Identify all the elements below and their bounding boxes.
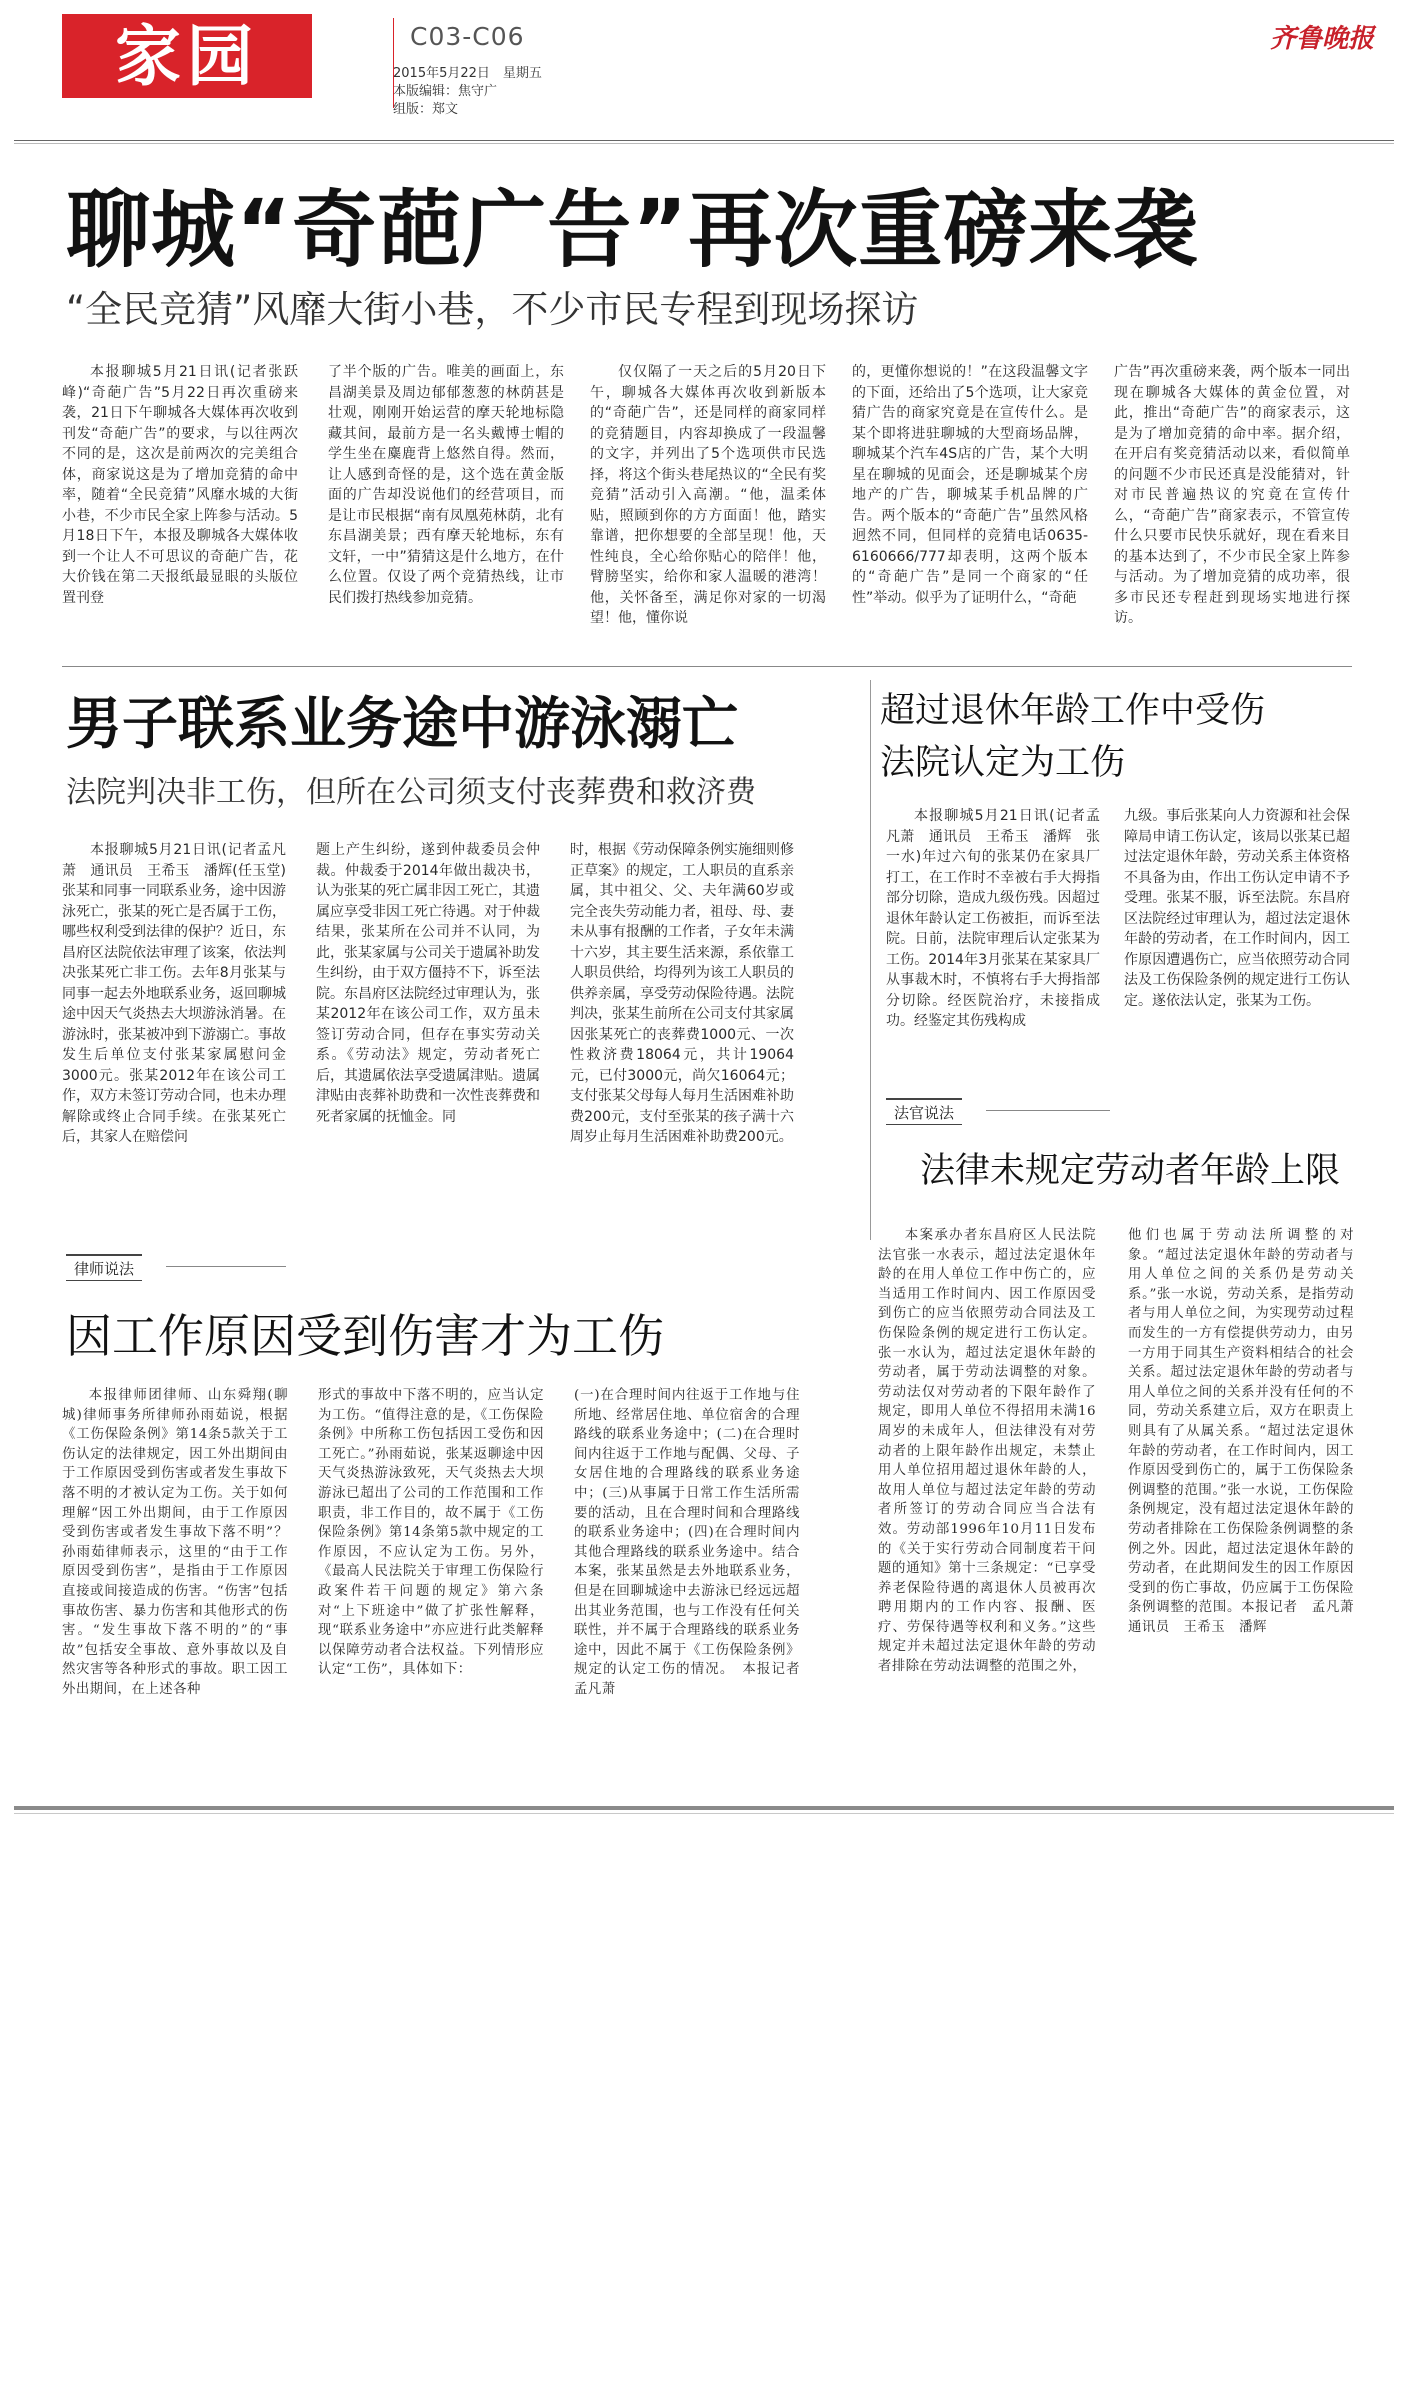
- editor-line: 本版编辑：焦守广: [393, 84, 498, 99]
- headline-work-injury: 因工作原因受到伤害才为工伤: [66, 1309, 664, 1363]
- article1-column-5: 广告”再次重磅来袭，两个版本一同出现在聊城各大媒体的黄金位置，对此，推出“奇葩广告”的商家表示，这是为了增加竞猜的命中率。据介绍，在开启有奖竞猜活动以来，看似简单的问题不少市民还真是没能猜对，针对市民普遍热议的究竟在宣传什么，“奇葩广告”商家表示，不管宣传什么只要市民快乐就好，现在看来目的基本达到了，不少市民全家上阵参与活动。为了增加竞猜的成功率，很多市民还专程赶到现场实地进行探访。: [1114, 364, 1350, 626]
- headline-swimming: 男子联系业务途中游泳溺亡: [66, 692, 738, 757]
- footer-rule: [14, 1806, 1394, 1810]
- section-masthead: 家园: [62, 14, 312, 98]
- tag-judge-rule: [986, 1110, 1110, 1111]
- article3-column-1: 本报聊城5月21日讯(记者孟凡萧 通讯员 王希玉 潘辉 张一水)年过六旬的张某仍在家具厂打工，在工作时不幸被右手大拇指部分切除，造成九级伤残。因超过退休年龄认定工伤被拒，而诉至法院。日前，法院审理后认定张某为工伤。2014年3月张某在某家具厂从事裁木时，不慎将右手大拇指部分切除。经医院治疗，未接指成功。经鉴定其伤残构成: [886, 808, 1100, 1029]
- article5-column-2: 形式的事故中下落不明的，应当认定为工伤。“值得注意的是，《工伤保险条例》中所称工伤包括因工受伤和因工死亡。”孙雨茹说，张某返聊途中因天气炎热游泳致死，天气炎热去大坝游泳已超出了公司的工作范围和工作职责，非工作目的，故不属于《工伤保险条例》第14条第5款中规定的工作原因，不应认定为工伤。另外，《最高人民法院关于审理工伤保险行政案件若干问题的规定》第六条对“上下班途中”做了扩张性解释，现“联系业务途中”亦应进行此类解释以保障劳动者合法权益。下列情形应认定“工伤”，具体如下：: [318, 1388, 544, 1678]
- header-rule: [14, 140, 1394, 141]
- article1-bottom-rule: [62, 666, 1352, 667]
- article4-column-2: 他们也属于劳动法所调整的对象。“超过法定退休年龄的劳动者与用人单位之间的关系仍是劳动关系。”张一水说，劳动关系，是指劳动者与用人单位之间，为实现劳动过程而发生的一方有偿提供劳动力，由另一方用于同其生产资料相结合的社会关系。超过法定退休年龄的劳动者与用人单位之间的关系并没有任何的不同，劳动关系建立后，双方在职责上则具有了从属关系。“超过法定退休年龄的劳动者，在工作时间内，因工作原因受到伤亡的，属于工伤保险条例调整的范围。”张一水说，工伤保险条例规定，没有超过法定退休年龄的劳动者排除在工伤保险条例调整的条例之外。因此，超过法定退休年龄的劳动者，在此期间发生的因工作原因受到的伤亡事故，仍应属于工伤保险条例调整的范围。本报记者 孟凡萧 通讯员 王希玉 潘辉: [1128, 1228, 1368, 1635]
- article2-column-3: 时，根据《劳动保障条例实施细则修正草案》的规定，工人职员的直系亲属，其中祖父、父、夫年满60岁或完全丧失劳动能力者，祖母、母、妻未从事有报酬的工作者，子女年未满十六岁，其主要生活来源，系依靠工人职员供给，均得列为该工人职员的供养亲属，享受劳动保险待遇。法院判决，张某生前所在公司支付其家属因张某死亡的丧葬费1000元、一次性救济费18064元，共计19064元，已付3000元，尚欠16064元；支付张某父母每人每月生活困难补助费200元，支付至张某的孩子满十六周岁止每月生活困难补助费200元。: [570, 842, 794, 1145]
- article3-column-2: 九级。事后张某向人力资源和社会保障局申请工伤认定，该局以张某已超过法定退休年龄，劳动关系主体资格不具备为由，作出工伤认定申请不予受理。张某不服，诉至法院。东昌府区法院经过审理认为，超过法定退休年龄的劳动者，在工作时间内，因工作原因遭遇伤亡，应当依照劳动合同法及工伤保险条例的规定进行工伤认定。遂依法认定，张某为工伤。: [1124, 808, 1350, 1009]
- article2-column-2: 题上产生纠纷，遂到仲裁委员会仲裁。仲裁委于2014年做出裁决书，认为张某的死亡属非因工死亡，其遗属应享受非因工死亡待遇。对于仲裁结果，张某所在公司并不认同，为此，张某家属与公司关于遗属补助发生纠纷，由于双方僵持不下，诉至法院。东昌府区法院经过审理认为，张某2012年在该公司工作，双方虽未签订劳动合同，但存在事实劳动关系。《劳动法》规定，劳动者死亡后，其遗属依法享受遗属津贴。遗属津贴由丧葬补助费和一次性丧葬费和死者家属的抚恤金。同: [316, 842, 540, 1125]
- headline-age-limit: 法律未规定劳动者年龄上限: [920, 1151, 1341, 1191]
- footer-rule-thin: [14, 1813, 1394, 1814]
- tag-judge-says: 法官说法: [886, 1098, 962, 1125]
- date-line: 2015年5月22日 星期五: [393, 66, 542, 81]
- column-separator: [870, 680, 871, 1240]
- tag-lawyer-rule: [166, 1266, 286, 1267]
- article1-column-3: 仅仅隔了一天之后的5月20日下午，聊城各大媒体再次收到新版本的“奇葩广告”，还是同样的商家同样的竞猜题目，内容却换成了一段温馨的文字，并列出了5个选项供市民选择，将这个街头巷尾热议的“全民有奖竞猜”活动引入高潮。“他，温柔体贴，照顾到你的方方面面！他，踏实靠谱，把你想要的全部呈现！他，天性纯良，全心给你贴心的陪伴！他，臂膀坚实，给你和家人温暖的港湾！他，关怀备至，满足你对家的一切渴望！他，懂你说: [590, 364, 826, 626]
- layout-line: 组版：郑文: [393, 102, 459, 117]
- headline-retirement-line2: 法院认定为工伤: [880, 743, 1126, 783]
- article4-column-1: 本案承办者东昌府区人民法院法官张一水表示，超过法定退休年龄的在用人单位工作中伤亡的，应当适用工作时间内、因工作原因受到伤亡的应当依照劳动合同法及工伤保险条例的规定进行工伤认定。张一水认为，超过法定退休年龄的劳动者，属于劳动法调整的对象。劳动法仅对劳动者的下限年龄作了规定，即用人单位不得招用未满16周岁的未成年人，但法律没有对劳动者的上限年龄作出规定，未禁止用人单位招用超过退休年龄的人，故用人单位与超过法定年龄的劳动者所签订的劳动合同应当合法有效。劳动部1996年10月11日发布的《关于实行劳动合同制度若干问题的通知》第十三条规定：“已享受养老保险待遇的离退休人员被再次聘用期内的工作内容、报酬、医疗、劳保待遇等权利和义务。”这些规定并未超过法定退休年龄的劳动者排除在劳动法调整的范围之外，: [878, 1228, 1096, 1675]
- article1-column-4: 的，更懂你想说的！”在这段温馨文字的下面，还给出了5个选项，让大家竞猜广告的商家究竟是在宣传什么。是某个即将进驻聊城的大型商场品牌，聊城某个汽车4S店的广告，某个大明星在聊城的见面会，还是聊城某个房地产的广告，聊城某手机品牌的广告。两个版本的“奇葩广告”虽然风格迥然不同，但同样的竞猜电话0635-6160666/777却表明，这两个版本的“奇葩广告”是同一个商家的“任性”举动。似乎为了证明什么，“奇葩: [852, 364, 1088, 606]
- header-rule-thin: [14, 143, 1394, 144]
- tag-lawyer-says: 律师说法: [66, 1254, 142, 1281]
- subhead-main: “全民竞猜”风靡大街小巷，不少市民专程到现场探访: [66, 288, 919, 331]
- newspaper-logo: 齐鲁晚报: [1269, 24, 1374, 54]
- article1-column-2: 了半个版的广告。唯美的画面上，东昌湖美景及周边郁郁葱葱的林荫甚是壮观，刚刚开始运营的摩天轮地标隐藏其间，最前方是一名头戴博士帽的学生坐在麋鹿背上悠然自得。然而，让人感到奇怪的是，这个选在黄金版面的广告却没说他们的经营项目，而是让市民根据“南有凤凰苑林荫，北有东昌湖美景；西有摩天轮地标，东有文轩，一中”猜猜这是什么地方，在什么位置。仅设了两个竞猜热线，让市民们拨打热线参加竞猜。: [328, 364, 564, 606]
- page-range: C03-C06: [410, 22, 525, 51]
- article1-column-1: 本报聊城5月21日讯(记者张跃峰)“奇葩广告”5月22日再次重磅来袭，21日下午聊城各大媒体再次收到刊发“奇葩广告”的要求，与以往两次不同的是，这次是前两次的完美组合体，商家说这是为了增加竞猜的命中率，随着“全民竞猜”风靡水城的大街小巷，不少市民全家上阵参与活动。5月18日下午，本报及聊城各大媒体收到一个让人不可思议的奇葩广告，花大价钱在第二天报纸最显眼的头版位置刊登: [62, 364, 298, 606]
- headline-main: 聊城“奇葩广告”再次重磅来袭: [66, 181, 1199, 279]
- headline-retirement-line1: 超过退休年龄工作中受伤: [880, 691, 1266, 731]
- article5-column-1: 本报律师团律师、山东舜翔(聊城)律师事务所律师孙雨茹说，根据《工伤保险条例》第14条5款关于工伤认定的法律规定，因工外出期间由于工作原因受到伤害或者发生事故下落不明的才被认定为工伤。关于如何理解“因工外出期间，由于工作原因受到伤害或者发生事故下落不明”？孙雨茹律师表示，这里的“由于工作原因受到伤害”，是指由于工作原因直接或间接造成的伤害。“伤害”包括事故伤害、暴力伤害和其他形式的伤害。“发生事故下落不明的”的“事故”包括安全事故、意外事故以及自然灾害等各种形式的事故。职工因工外出期间，在上述各种: [62, 1388, 288, 1697]
- article5-column-3: (一)在合理时间内往返于工作地与住所地、经常居住地、单位宿舍的合理路线的联系业务途中；(二)在合理时间内往返于工作地与配偶、父母、子女居住地的合理路线的联系业务途中；(三)从事属于日常工作生活所需要的活动，且在合理时间和合理路线的联系业务途中；(四)在合理时间内其他合理路线的联系业务途中。结合本案，张某虽然是去外地联系业务，但是在回聊城途中去游泳已经远远超出其业务范围，也与工作没有任何关联性，并不属于合理路线的联系业务途中，因此不属于《工伤保险条例》规定的认定工伤的情况。 本报记者 孟凡萧: [574, 1388, 814, 1697]
- article2-column-1: 本报聊城5月21日讯(记者孟凡萧 通讯员 王希玉 潘辉(任玉堂)张某和同事一同联系业务，途中因游泳死亡，张某的死亡是否属于工伤，哪些权利受到法律的保护？近日，东昌府区法院依法审理了该案，依法判决张某死亡非工伤。去年8月张某与同事一起去外地联系业务，返回聊城途中因天气炎热去大坝游泳消暑。在游泳时，张某被冲到下游溺亡。事故发生后单位支付张某家属慰问金3000元。张某2012年在该公司工作，双方未签订劳动合同，也未办理解除或终止合同手续。在张某死亡后，其家人在赔偿问: [62, 842, 286, 1145]
- subhead-swimming: 法院判决非工伤，但所在公司须支付丧葬费和救济费: [66, 775, 756, 810]
